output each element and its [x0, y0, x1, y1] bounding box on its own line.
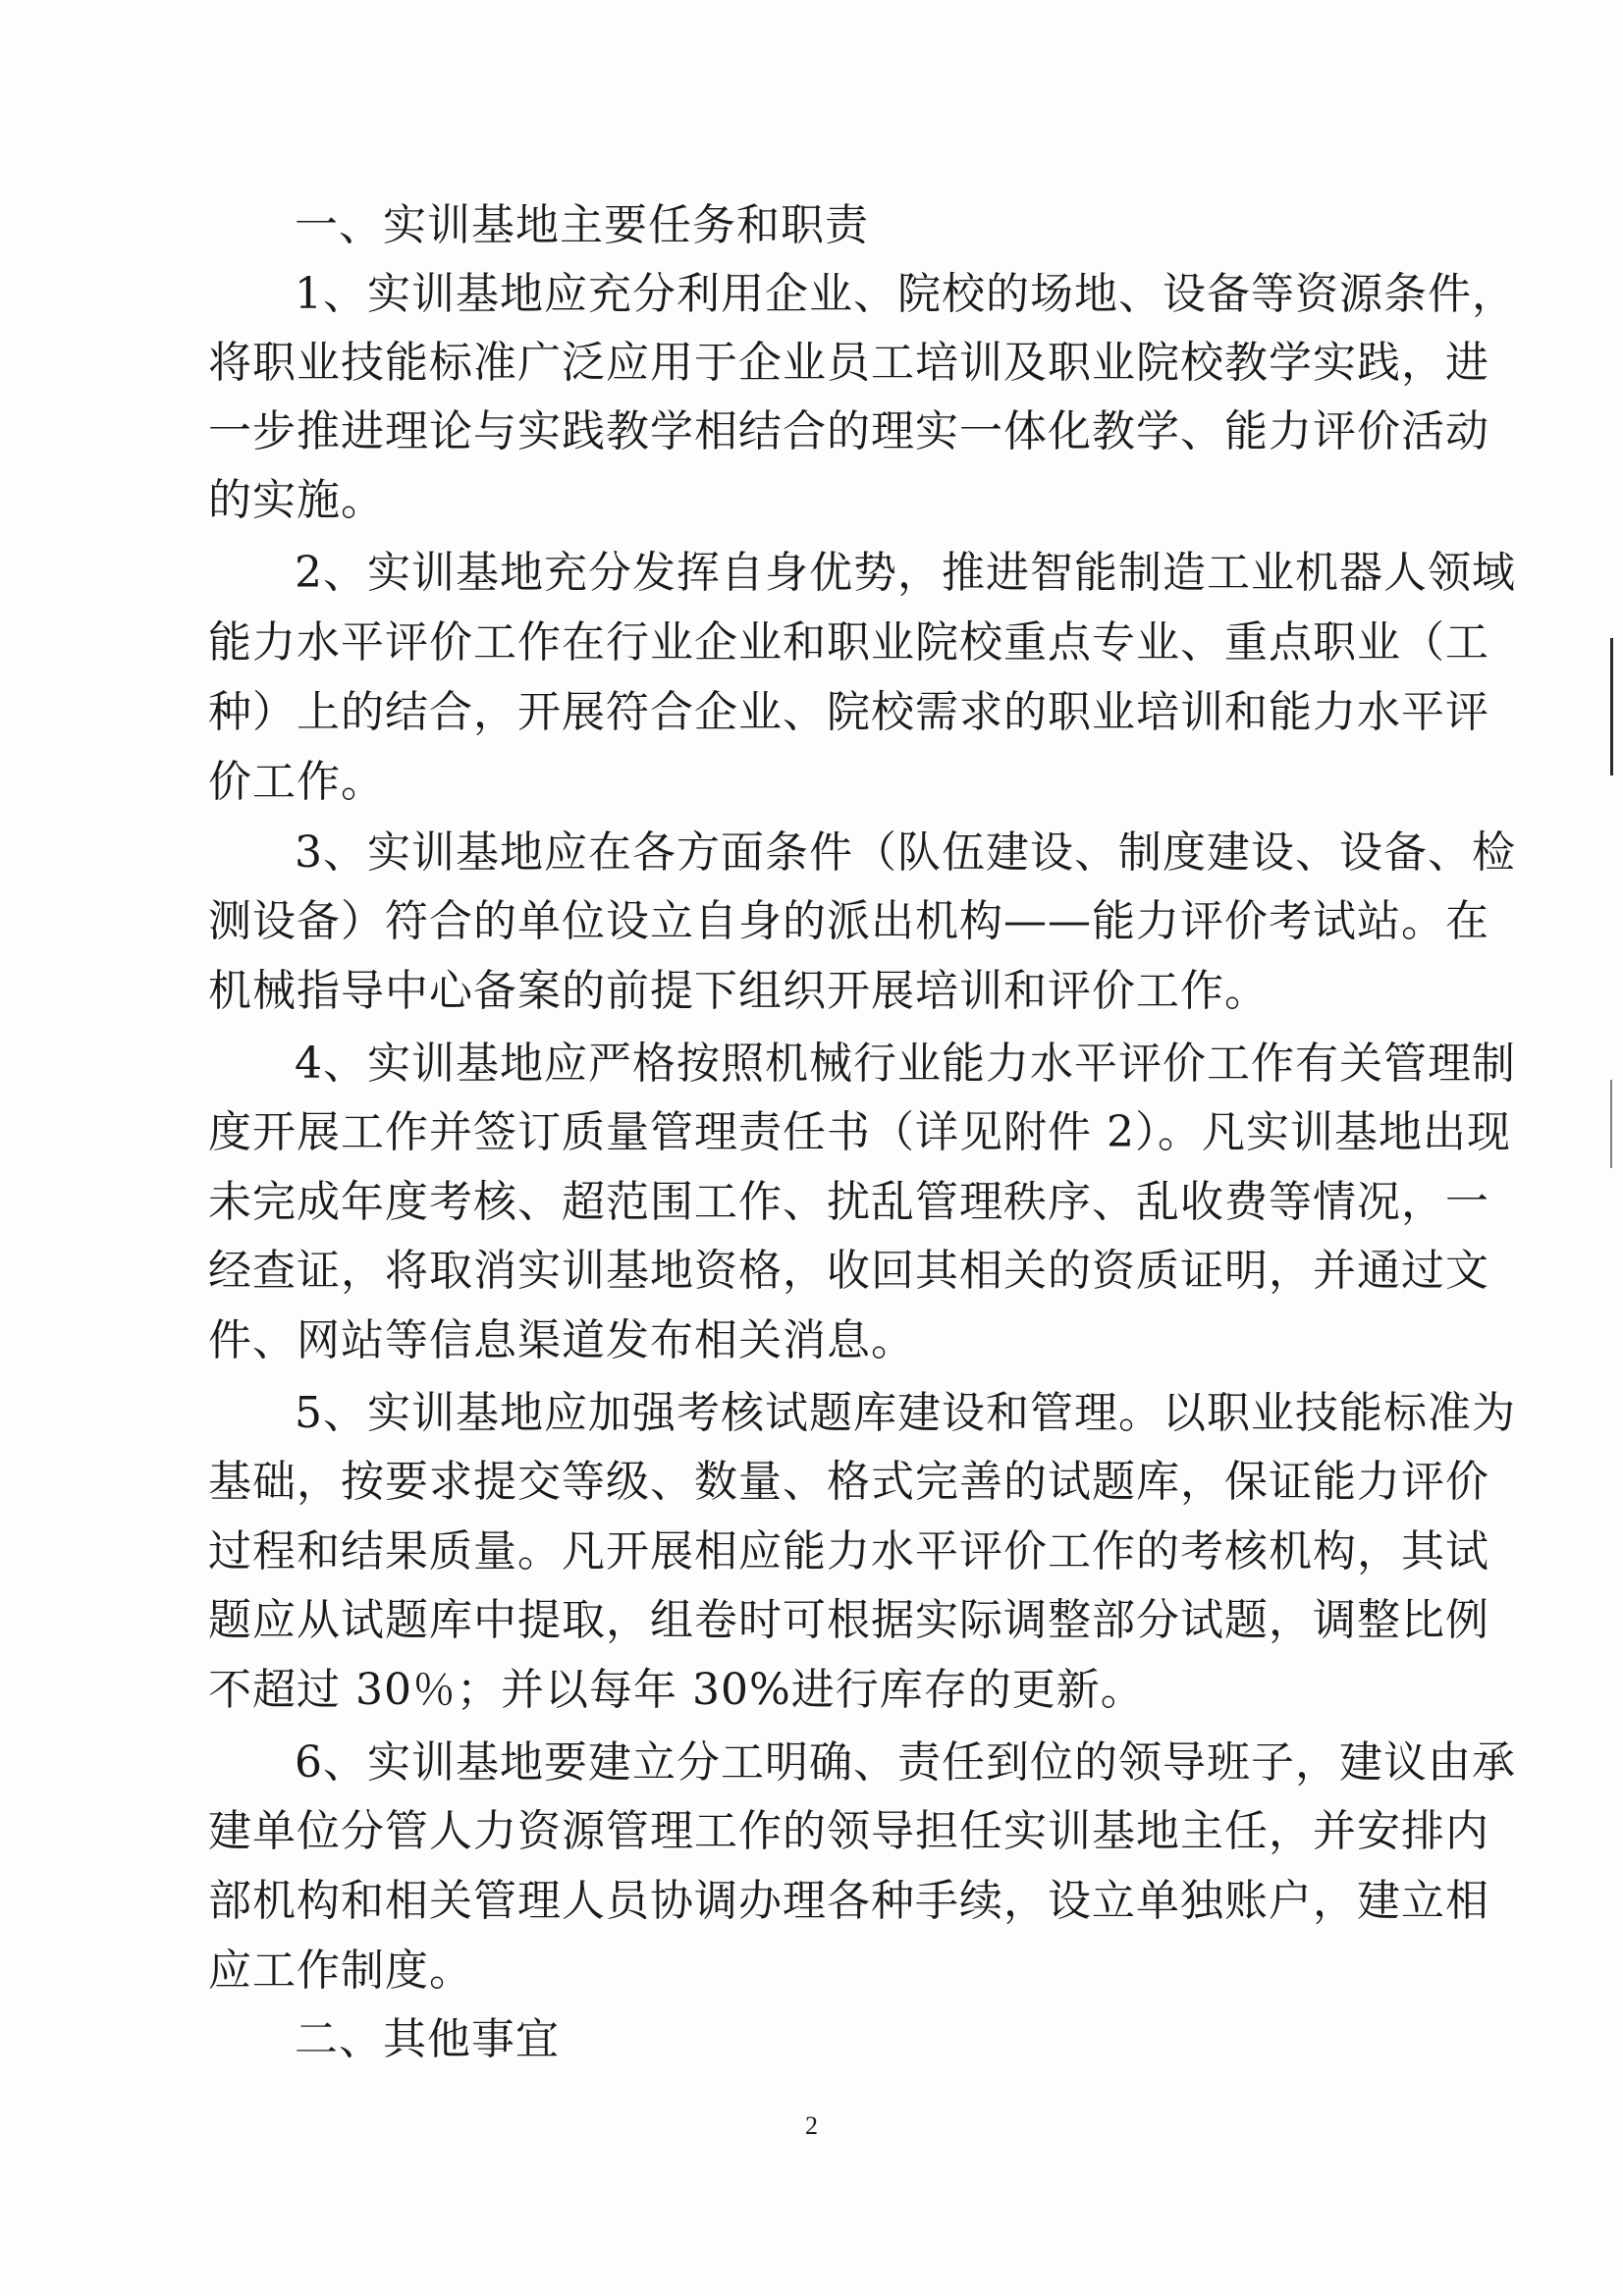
paragraph-line: 的实施。: [208, 475, 385, 525]
paragraph-line: 建单位分管人力资源管理工作的领导担任实训基地主任，并安排内: [208, 1806, 1489, 1856]
paragraph-line: 6、实训基地要建立分工明确、责任到位的领导班子，建议由承: [295, 1737, 1516, 1788]
page-number: 2: [805, 2111, 818, 2140]
paragraph-line: 4、实训基地应严格按照机械行业能力水平评价工作有关管理制: [295, 1039, 1516, 1089]
paragraph-line: 能力水平评价工作在行业企业和职业院校重点专业、重点职业（工: [208, 617, 1489, 667]
paragraph-line: 部机构和相关管理人员协调办理各种手续，设立单独账户，建立相: [208, 1876, 1489, 1926]
paragraph-line: 一步推进理论与实践教学相结合的理实一体化教学、能力评价活动: [208, 406, 1489, 456]
paragraph-line: 将职业技能标准广泛应用于企业员工培训及职业院校教学实践，进: [208, 338, 1489, 388]
paragraph-line: 过程和结果质量。凡开展相应能力水平评价工作的考核机构，其试: [208, 1526, 1489, 1576]
paragraph-line: 件、网站等信息渠道发布相关消息。: [208, 1315, 915, 1365]
paragraph-line: 题应从试题库中提取，组卷时可根据实际调整部分试题，调整比例: [208, 1595, 1489, 1645]
paragraph-line: 不超过 30％；并以每年 30%进行库存的更新。: [208, 1665, 1145, 1715]
paragraph-line: 5、实训基地应加强考核试题库建设和管理。以职业技能标准为: [295, 1388, 1516, 1438]
paragraph-line: 2、实训基地充分发挥自身优势，推进智能制造工业机器人领域: [295, 548, 1516, 598]
paragraph-line: 价工作。: [208, 757, 385, 807]
scan-artifact: [1610, 638, 1613, 775]
paragraph-line: 基础，按要求提交等级、数量、格式完善的试题库，保证能力评价: [208, 1457, 1489, 1507]
paragraph-line: 未完成年度考核、超范围工作、扰乱管理秩序、乱收费等情况，一: [208, 1177, 1489, 1227]
section-heading: 二、其他事宜: [295, 2014, 560, 2064]
paragraph-line: 测设备）符合的单位设立自身的派出机构——能力评价考试站。在: [208, 896, 1489, 946]
paragraph-line: 3、实训基地应在各方面条件（队伍建设、制度建设、设备、检: [295, 828, 1516, 878]
paragraph-line: 机械指导中心备案的前提下组织开展培训和评价工作。: [208, 966, 1269, 1016]
paragraph-line: 度开展工作并签订质量管理责任书（详见附件 2）。凡实训基地出现: [208, 1107, 1511, 1157]
section-heading: 一、实训基地主要任务和职责: [295, 200, 869, 250]
paragraph-line: 1、实训基地应充分利用企业、院校的场地、设备等资源条件，: [295, 269, 1516, 319]
paragraph-line: 应工作制度。: [208, 1946, 473, 1996]
paragraph-line: 经查证，将取消实训基地资格，收回其相关的资质证明，并通过文: [208, 1246, 1489, 1296]
scan-artifact: [1610, 1080, 1612, 1168]
paragraph-line: 种）上的结合，开展符合企业、院校需求的职业培训和能力水平评: [208, 687, 1489, 737]
